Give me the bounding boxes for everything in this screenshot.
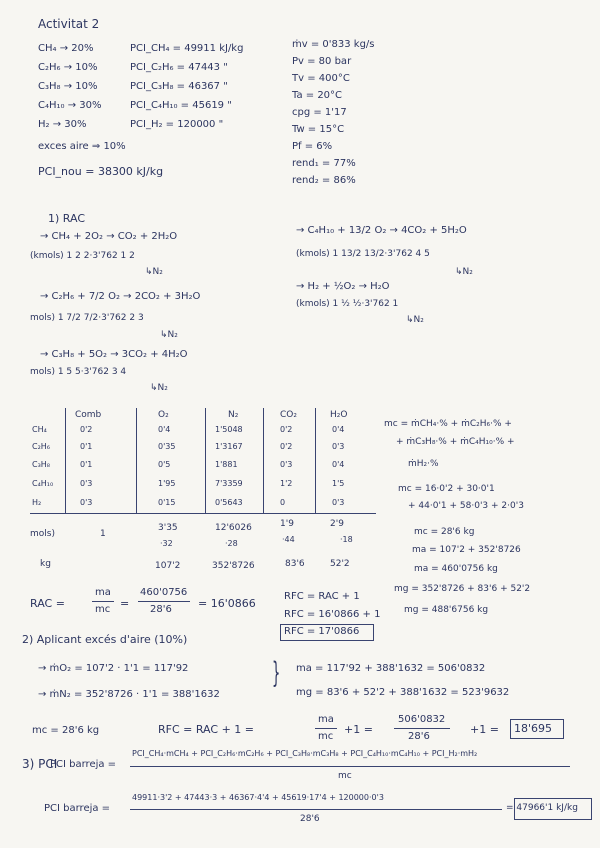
param: Ta = 20°C xyxy=(292,90,343,101)
table-cell: 1'5048 xyxy=(215,425,243,434)
fuel-fraction: C₃H₈ → 10% xyxy=(38,81,98,92)
pci-numerator: PCI_CH₄·mCH₄ + PCI_C₂H₆·mC₂H₆ + PCI_C₃H₈·mC₃H₈ + PCI_C₄H₁₀·mC₄H₁₀ + PCI_H₂·mH₂ xyxy=(132,749,478,758)
rfc-result: RFC = 17'0866 xyxy=(284,626,360,637)
mass-calc: mg = 488'6756 kg xyxy=(404,605,489,615)
table-cell: 0'3 xyxy=(280,460,293,469)
fuel-pci: PCI_C₂H₆ = 47443 " xyxy=(130,62,228,73)
total-cell: 12'6026 xyxy=(215,523,252,533)
table-header: N₂ xyxy=(228,410,239,420)
mass-calc: mc = 28'6 kg xyxy=(414,527,475,537)
rfc2-numerator: ma xyxy=(318,714,334,725)
fraction-bar xyxy=(130,766,570,767)
nitrogen-note: ↳N₂ xyxy=(160,330,178,340)
air-mass: ma = 117'92 + 388'1632 = 506'0832 xyxy=(296,663,486,674)
pci-numerator: 49911·3'2 + 47443·3 + 46367·4'4 + 45619·17'4 + 120000·0'3 xyxy=(132,793,384,802)
table-header: Comb xyxy=(75,410,102,420)
table-cell: 1'881 xyxy=(215,460,238,469)
table-cell: 1'2 xyxy=(280,479,293,488)
nitrogen-excess: → ṁN₂ = 352'8726 · 1'1 = 388'1632 xyxy=(38,689,220,700)
section-heading: 2) Aplicant excés d'aire (10%) xyxy=(22,633,188,646)
table-cell: 0'1 xyxy=(80,460,93,469)
nitrogen-note: ↳N₂ xyxy=(145,267,163,277)
fuel-fraction: CH₄ → 20% xyxy=(38,43,94,54)
rfc-line: RFC = RAC + 1 xyxy=(284,591,360,602)
brace: } xyxy=(272,657,281,691)
total-cell: 1 xyxy=(100,529,106,539)
table-divider xyxy=(65,408,66,514)
fuel-pci: PCI_C₃H₈ = 46367 " xyxy=(130,81,228,92)
reaction-equation: → CH₄ + 2O₂ → CO₂ + 2H₂O xyxy=(40,231,178,242)
reaction-equation: → C₃H₈ + 5O₂ → 3CO₂ + 4H₂O xyxy=(40,349,188,360)
table-cell: 0'5643 xyxy=(215,498,243,507)
fraction-bar xyxy=(130,809,502,810)
table-cell: 0'3 xyxy=(332,498,345,507)
reaction-moles: (kmols) 1 2 2·3'762 1 2 xyxy=(30,251,135,261)
mass-calc: ma = 107'2 + 352'8726 xyxy=(412,545,521,555)
table-total-line xyxy=(30,513,376,514)
table-header: H₂O xyxy=(330,410,348,420)
page-title: Activitat 2 xyxy=(38,17,100,31)
rfc2-denominator: mc xyxy=(318,731,334,742)
fraction-bar xyxy=(394,728,450,729)
table-cell: 0'15 xyxy=(158,498,176,507)
table-header: CO₂ xyxy=(280,410,297,420)
rfc2-numerator: 506'0832 xyxy=(398,714,446,725)
rac-denominator: mc xyxy=(95,604,111,615)
table-cell: C₂H₆ xyxy=(32,442,51,451)
table-cell: 1'5 xyxy=(332,479,345,488)
mass-calc: mg = 352'8726 + 83'6 + 52'2 xyxy=(394,584,531,594)
table-cell: 0'4 xyxy=(158,425,171,434)
mass-calc: mc = 16·0'2 + 30·0'1 xyxy=(398,484,495,494)
mass-calc: mc = ṁCH₄·% + ṁC₂H₆·% + xyxy=(384,419,512,429)
table-divider xyxy=(263,408,264,514)
reaction-moles: (kmols) 1 13/2 13/2·3'762 4 5 xyxy=(296,249,430,259)
table-cell: 0'4 xyxy=(332,460,345,469)
table-cell: 7'3359 xyxy=(215,479,243,488)
param: cpg = 1'17 xyxy=(292,107,347,118)
rac-numerator: ma xyxy=(95,587,111,598)
table-header: O₂ xyxy=(158,410,169,420)
molar-mass: ·28 xyxy=(225,539,238,548)
table-cell: 1'95 xyxy=(158,479,176,488)
fuel-mass: mc = 28'6 kg xyxy=(32,725,100,736)
table-cell: 0'5 xyxy=(158,460,171,469)
totals-label: mols) xyxy=(30,529,55,539)
oxygen-excess: → ṁO₂ = 107'2 · 1'1 = 117'92 xyxy=(38,663,189,674)
table-cell: H₂ xyxy=(32,498,42,507)
param: Pf = 6% xyxy=(292,141,333,152)
reaction-equation: → C₂H₆ + 7/2 O₂ → 2CO₂ + 3H₂O xyxy=(40,291,201,302)
section-heading: 1) RAC xyxy=(48,212,85,225)
reaction-moles: mols) 1 7/2 7/2·3'762 2 3 xyxy=(30,313,144,323)
fraction-bar xyxy=(315,728,337,729)
fuel-fraction: H₂ → 30% xyxy=(38,119,87,130)
param: rend₁ = 77% xyxy=(292,158,356,169)
total-cell: 3'35 xyxy=(158,523,178,533)
mass-calc: ṁH₂·% xyxy=(408,459,439,469)
table-cell: C₄H₁₀ xyxy=(32,479,54,488)
molar-mass: ·32 xyxy=(160,539,173,548)
fuel-pci: PCI_C₄H₁₀ = 45619 " xyxy=(130,100,232,111)
kg-label: kg xyxy=(40,559,51,569)
param: rend₂ = 86% xyxy=(292,175,356,186)
table-cell: 0'1 xyxy=(80,442,93,451)
reaction-moles: (kmols) 1 ½ ½·3'762 1 xyxy=(296,299,399,309)
reaction-equation: → H₂ + ½O₂ → H₂O xyxy=(296,281,390,292)
table-cell: 0 xyxy=(280,498,286,507)
nitrogen-note: ↳N₂ xyxy=(150,383,168,393)
table-cell: CH₄ xyxy=(32,425,47,434)
rac-denominator: 28'6 xyxy=(150,604,172,615)
pci-denominator: mc xyxy=(338,771,352,781)
plus-one: +1 = xyxy=(470,723,499,736)
rac-numerator: 460'0756 xyxy=(140,587,188,598)
mass-calc: + 44·0'1 + 58·0'3 + 2·0'3 xyxy=(408,501,524,511)
table-cell: C₃H₈ xyxy=(32,460,51,469)
section-heading: 3) PCI xyxy=(22,757,58,771)
fuel-pci: PCI_CH₄ = 49911 kJ/kg xyxy=(130,43,244,54)
nitrogen-note: ↳N₂ xyxy=(406,315,424,325)
fraction-bar xyxy=(138,601,190,602)
table-cell: 0'2 xyxy=(80,425,93,434)
gas-mass: mg = 83'6 + 52'2 + 388'1632 = 523'9632 xyxy=(296,687,510,698)
param: ṁv = 0'833 kg/s xyxy=(292,39,375,50)
fuel-fraction: C₄H₁₀ → 30% xyxy=(38,100,102,111)
param: Tw = 15°C xyxy=(292,124,345,135)
total-cell: 2'9 xyxy=(330,519,344,529)
param: Tv = 400°C xyxy=(292,73,350,84)
table-divider xyxy=(315,408,316,514)
fuel-fraction: C₂H₆ → 10% xyxy=(38,62,98,73)
mass-calc: ma = 460'0756 kg xyxy=(414,564,498,574)
plus-one: +1 = xyxy=(344,723,373,736)
kg-cell: 83'6 xyxy=(285,559,305,569)
pci-label: PCI barreja = xyxy=(50,759,117,770)
table-cell: 0'3 xyxy=(332,442,345,451)
kg-cell: 107'2 xyxy=(155,561,181,571)
table-cell: 0'3 xyxy=(80,498,93,507)
fuel-pci: PCI_H₂ = 120000 " xyxy=(130,119,224,130)
mass-calc: + ṁC₃H₈·% + ṁC₄H₁₀·% + xyxy=(396,437,515,447)
rac-label: RAC = xyxy=(30,597,65,610)
excess-air: exces aire ⇒ 10% xyxy=(38,141,126,152)
table-cell: 1'3167 xyxy=(215,442,243,451)
rfc2-denominator: 28'6 xyxy=(408,731,430,742)
total-cell: 1'9 xyxy=(280,519,294,529)
reaction-equation: → C₄H₁₀ + 13/2 O₂ → 4CO₂ + 5H₂O xyxy=(296,225,467,236)
kg-cell: 52'2 xyxy=(330,559,350,569)
table-divider xyxy=(136,408,137,514)
table-cell: 0'2 xyxy=(280,442,293,451)
rac-result: = 16'0866 xyxy=(198,597,256,610)
rfc-line: RFC = 16'0866 + 1 xyxy=(284,609,381,620)
pci-nou: PCI_nou = 38300 kJ/kg xyxy=(38,165,164,178)
molar-mass: ·44 xyxy=(282,535,295,544)
param: Pv = 80 bar xyxy=(292,56,352,67)
reaction-moles: mols) 1 5 5·3'762 3 4 xyxy=(30,367,127,377)
pci-label: PCI barreja = xyxy=(44,803,111,814)
rfc2-label: RFC = RAC + 1 = xyxy=(158,723,254,736)
table-cell: 0'4 xyxy=(332,425,345,434)
molar-mass: ·18 xyxy=(340,535,353,544)
pci-result: = 47966'1 kJ/kg xyxy=(506,803,578,813)
fraction-bar xyxy=(92,601,114,602)
nitrogen-note: ↳N₂ xyxy=(455,267,473,277)
table-cell: 0'2 xyxy=(280,425,293,434)
table-cell: 0'35 xyxy=(158,442,176,451)
equals-sign: = xyxy=(120,597,130,610)
pci-denominator: 28'6 xyxy=(300,814,320,824)
kg-cell: 352'8726 xyxy=(212,561,255,571)
table-cell: 0'3 xyxy=(80,479,93,488)
rfc2-result: 18'695 xyxy=(514,722,553,735)
table-divider xyxy=(205,408,206,514)
